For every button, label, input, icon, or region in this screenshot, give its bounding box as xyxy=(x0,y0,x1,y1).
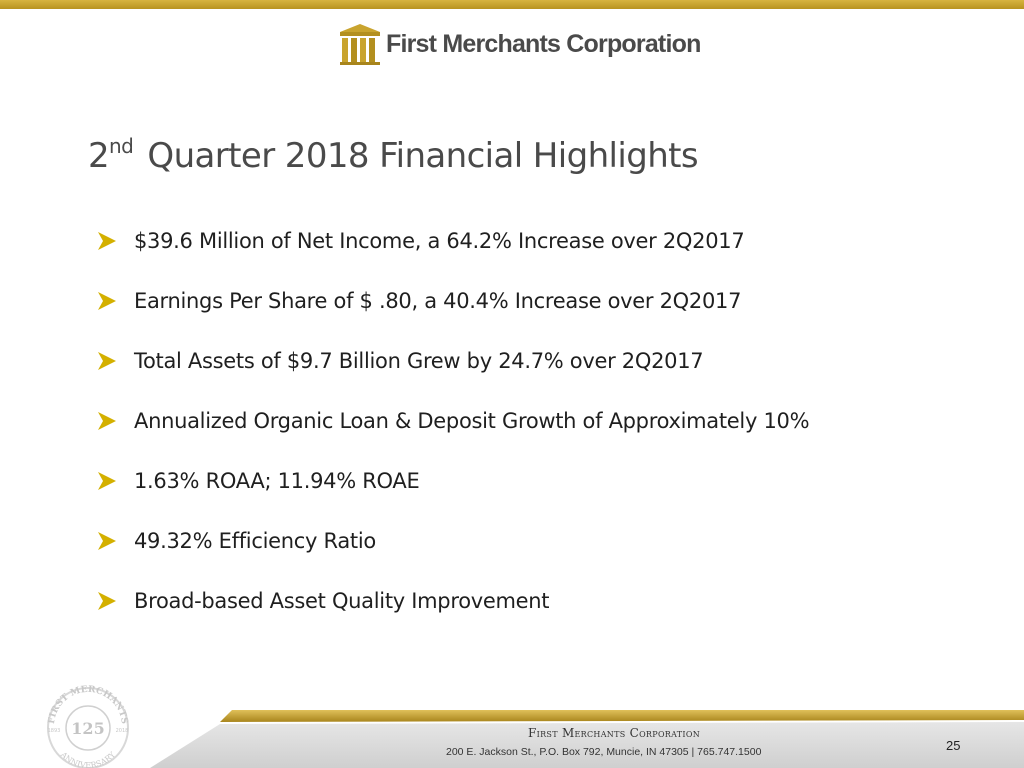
title-text: Quarter 2018 Financial Highlights xyxy=(137,136,699,176)
company-logo xyxy=(338,22,701,66)
page-title xyxy=(88,134,698,176)
building-columns-icon xyxy=(338,22,382,66)
bullet-text: 49.32% Efficiency Ratio xyxy=(134,529,376,553)
title-superscript: nd xyxy=(109,134,134,158)
footer-address: 200 E. Jackson St., P.O. Box 792, Muncie, IN 47305 | 765.747.1500 xyxy=(446,746,762,758)
bullet-text: Broad-based Asset Quality Improvement xyxy=(134,589,550,613)
seal-year-left: 1893 xyxy=(47,728,61,734)
list-item xyxy=(96,284,809,344)
bullet-text: Total Assets of $9.7 Billion Grew by 24.7% over 2Q2017 xyxy=(134,349,704,373)
seal-top-text: FIRST MERCHANTS xyxy=(46,684,130,725)
title-number: 2 xyxy=(88,136,110,176)
footer-graphic xyxy=(0,710,1024,768)
arrow-bullet-icon xyxy=(96,350,118,372)
list-item xyxy=(96,224,809,284)
arrow-bullet-icon xyxy=(96,590,118,612)
anniversary-seal xyxy=(40,682,136,768)
seal-number: 125 xyxy=(71,719,105,738)
arrow-bullet-icon xyxy=(96,230,118,252)
list-item xyxy=(96,464,809,524)
bullet-text: 1.63% ROAA; 11.94% ROAE xyxy=(134,469,420,493)
list-item xyxy=(96,404,809,464)
logo-text: First Merchants Corporation xyxy=(386,29,701,58)
page-number: 25 xyxy=(946,738,961,753)
seal-year-right: 2018 xyxy=(115,728,129,734)
bullet-text: Annualized Organic Loan & Deposit Growth of Approximately 10% xyxy=(134,409,810,433)
bullet-text: $39.6 Million of Net Income, a 64.2% Increase over 2Q2017 xyxy=(134,229,745,253)
seal-bottom-text: ANNIVERSARY xyxy=(58,750,118,768)
arrow-bullet-icon xyxy=(96,410,118,432)
list-item xyxy=(96,344,809,404)
footer-company-name: First Merchants Corporation xyxy=(528,726,701,740)
svg-text:ANNIVERSARY xyxy=(58,750,118,768)
footer-band xyxy=(0,710,1024,768)
arrow-bullet-icon xyxy=(96,530,118,552)
bullet-text: Earnings Per Share of $ .80, a 40.4% Increase over 2Q2017 xyxy=(134,289,742,313)
list-item xyxy=(96,524,809,584)
highlights-list xyxy=(96,224,809,644)
top-gold-bar xyxy=(0,0,1024,9)
arrow-bullet-icon xyxy=(96,290,118,312)
list-item xyxy=(96,584,809,644)
arrow-bullet-icon xyxy=(96,470,118,492)
